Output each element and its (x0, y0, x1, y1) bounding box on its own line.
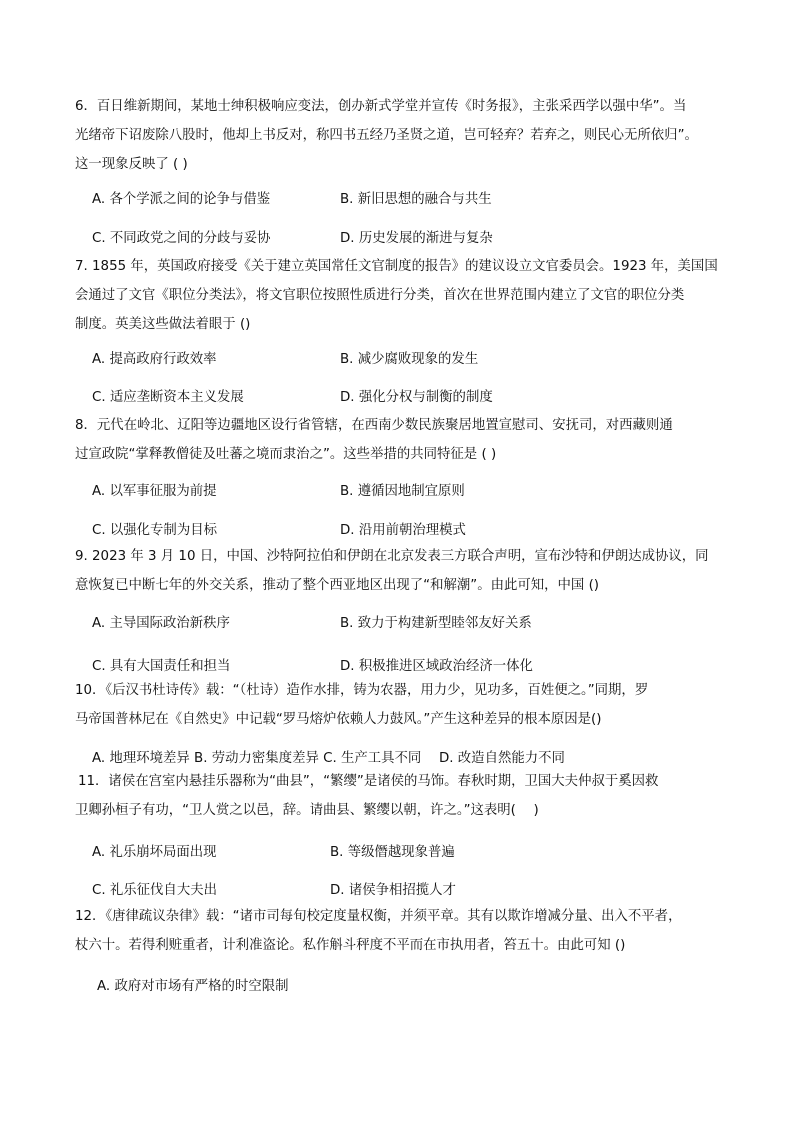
question-9-line-2: 意恢复已中断七年的外交关系，推动了整个西亚地区出现了“和解潮”。由此可知，中国 () (75, 578, 600, 593)
question-9-stem (75, 545, 725, 598)
question-7-option-b[interactable]: B. 减少腐败现象的发生 (340, 352, 479, 367)
question-6-option-b[interactable]: B. 新旧思想的融合与共生 (340, 192, 492, 207)
question-12-line-2: 杖六十。若得利赃重者，计利准盗论。私作斛斗秤度不平而在市执用者，笞五十。由此可知 () (75, 938, 626, 953)
question-11-stem (75, 770, 728, 823)
question-7-line-2: 会通过了文官《职位分类法》，将文官职位按照性质进行分类，首次在世界范围内建立了文官的职位分类 (75, 288, 685, 303)
question-7-line-3: 制度。英美这些做法着眼于 () (75, 317, 251, 332)
question-7-stem (75, 255, 725, 337)
question-11-option-d[interactable]: D. 诸侯争相招揽人才 (330, 883, 456, 898)
question-11-line-1: 11．诸侯在宫室内悬挂乐器称为“曲县”，“繁缨”是诸侯的马饰。春秋时期，卫国大夫仲叔于奚因救 (78, 774, 659, 789)
question-7-line-1: 7. 1855 年，英国政府接受《关于建立英国常任文官制度的报告》的建议设立文官委员会。1923 年，美国国 (75, 259, 718, 274)
question-9-option-d[interactable]: D. 积极推进区域政治经济一体化 (340, 659, 533, 674)
question-7-option-c[interactable]: C. 适应垄断资本主义发展 (92, 390, 244, 405)
question-6-line-3: 这一现象反映了 ( ) (75, 157, 188, 172)
question-8-stem (75, 414, 725, 467)
question-8-option-b[interactable]: B. 遵循因地制宜原则 (340, 484, 465, 499)
question-8-option-d[interactable]: D. 沿用前朝治理模式 (340, 523, 466, 538)
question-12-stem (75, 905, 725, 958)
question-9-line-1: 9. 2023 年 3 月 10 日，中国、沙特阿拉伯和伊朗在北京发表三方联合声明，宣布沙特和伊朗达成协议，同 (75, 549, 709, 564)
question-9-option-c[interactable]: C. 具有大国责任和担当 (92, 659, 231, 674)
question-6-line-2: 光绪帝下诏废除八股时，他却上书反对，称四书五经乃圣贤之道，岂可轻弃？若弃之，则民心无所依归”。 (75, 128, 698, 143)
question-6-line-1: 6．百日维新期间，某地士绅积极响应变法，创办新式学堂并宣传《时务报》，主张采西学以强中华”。当 (75, 99, 687, 114)
question-10-line-1: 10．《后汉书杜诗传》载：“（杜诗）造作水排，铸为农器，用力少，见功多，百姓便之。”同期，罗 (75, 683, 649, 698)
question-11-option-c[interactable]: C. 礼乐征伐自大夫出 (92, 883, 217, 898)
question-11-option-a[interactable]: A. 礼乐崩坏局面出现 (92, 845, 217, 860)
question-6-option-d[interactable]: D. 历史发展的渐进与复杂 (340, 231, 493, 246)
question-9-option-a[interactable]: A. 主导国际政治新秩序 (92, 616, 230, 631)
question-11-option-b[interactable]: B. 等级僭越现象普遍 (330, 845, 455, 860)
question-10-stem (75, 679, 725, 732)
question-8-line-2: 过宣政院“掌释教僧徒及吐蕃之境而隶治之”。这些举措的共同特征是 ( ) (75, 447, 497, 462)
question-10-line-2: 马帝国普林尼在《自然史》中记载“罗马熔炉依赖人力鼓风。”产生这种差异的根本原因是() (75, 712, 602, 727)
question-12-option-a[interactable]: A. 政府对市场有严格的时空限制 (97, 979, 289, 994)
question-12-line-1: 12．《唐律疏议杂律》载：“诸市司每旬校定度量权衡，并须平章。其有以欺诈增减分量、出入不平者， (75, 909, 682, 924)
question-8-option-a[interactable]: A. 以军事征服为前提 (92, 484, 217, 499)
question-7-option-d[interactable]: D. 强化分权与制衡的制度 (340, 390, 493, 405)
question-8-option-c[interactable]: C. 以强化专制为目标 (92, 523, 217, 538)
question-6-stem (75, 95, 725, 177)
question-8-line-1: 8．元代在岭北、辽阳等边疆地区设行省管辖，在西南少数民族聚居地置宣慰司、安抚司，对西藏则通 (75, 418, 673, 433)
question-6-option-a[interactable]: A. 各个学派之间的论争与借鉴 (92, 192, 271, 207)
question-7-option-a[interactable]: A. 提高政府行政效率 (92, 352, 217, 367)
question-11-line-2: 卫卿孙桓子有功，“卫人赏之以邑，辞。请曲县、繁缨以朝，许之。”这表明( ) (75, 803, 539, 818)
question-10-options[interactable]: A. 地理环境差异 B. 劳动力密集度差异 C. 生产工具不同 D. 改造自然能力不同 (92, 751, 565, 766)
question-6-option-c[interactable]: C. 不同政党之间的分歧与妥协 (92, 231, 271, 246)
question-9-option-b[interactable]: B. 致力于构建新型睦邻友好关系 (340, 616, 532, 631)
